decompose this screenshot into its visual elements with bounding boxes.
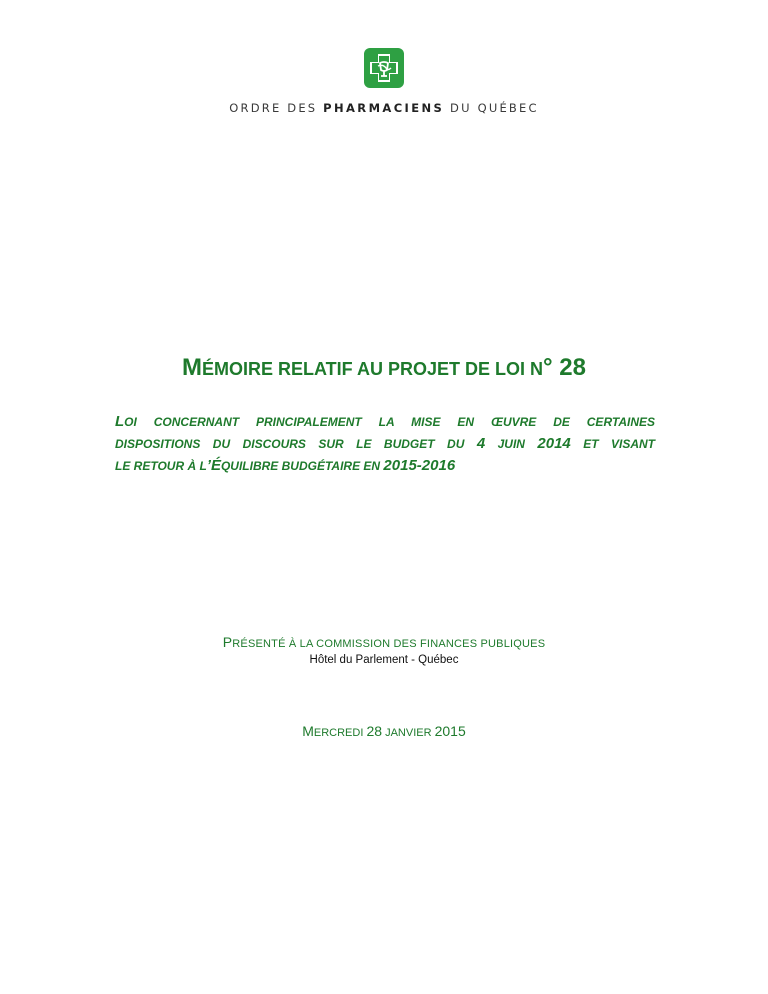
subtitle-line-2: DISPOSITIONS DU DISCOURS SUR LE BUDGET DU 4 JUIN 2014 ET VISANT: [115, 435, 655, 452]
pharmacy-cross-icon: [364, 48, 404, 88]
header-logo: [0, 48, 768, 115]
presentation-date: MERCREDI 28 JANVIER 2015: [302, 723, 466, 739]
organization-name: ORDRE DES PHARMACIENS DU QUÉBEC: [229, 101, 539, 115]
presentation-location: Hôtel du Parlement - Québec: [309, 654, 459, 666]
subtitle-line-3: LE RETOUR À L’ÉQUILIBRE BUDGÉTAIRE EN 2015-2016: [115, 457, 456, 474]
document-title: MÉMOIRE RELATIF AU PROJET DE LOI N° 28: [182, 354, 586, 381]
presented-to: PRÉSENTÉ À LA COMMISSION DES FINANCES PUBLIQUES: [222, 634, 546, 650]
subtitle-line-1: LOI CONCERNANT PRINCIPALEMENT LA MISE EN ŒUVRE DE CERTAINES: [115, 413, 655, 430]
document-subtitle: [115, 411, 655, 477]
